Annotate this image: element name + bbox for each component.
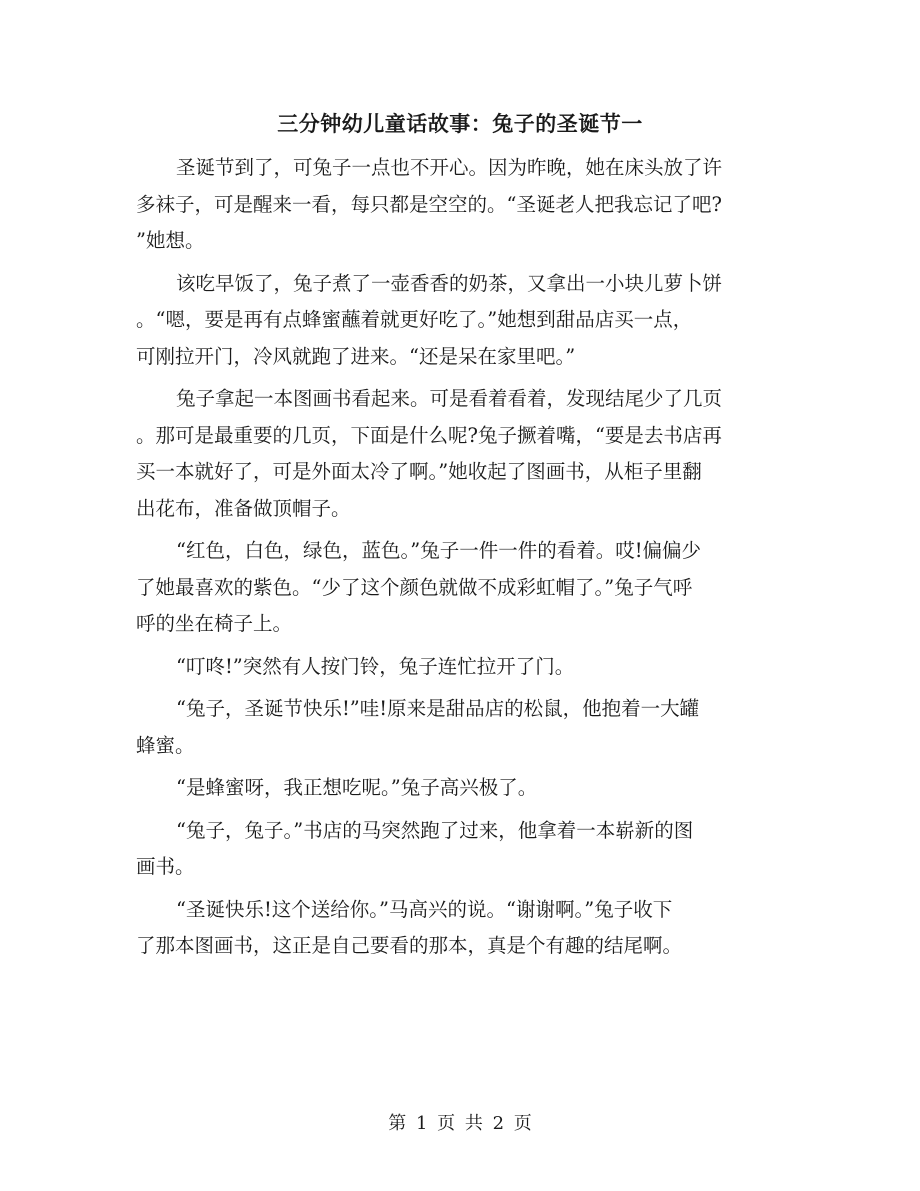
- text-line: 。“嗯，要是再有点蜂蜜蘸着就更好吃了。”她想到甜品店买一点，: [136, 308, 693, 331]
- text-line: 画书。: [136, 855, 195, 878]
- text-line: 圣诞节到了，可兔子一点也不开心。因为昨晚，她在床头放了许: [176, 156, 723, 179]
- paragraph-2: [136, 266, 786, 376]
- text-line: “叮咚!”突然有人按门铃，兔子连忙拉开了门。: [176, 654, 575, 678]
- text-line: 呼的坐在椅子上。: [136, 612, 293, 635]
- paragraph-3: [136, 381, 786, 527]
- paragraph-1: [136, 150, 786, 260]
- paragraph-5: [136, 649, 786, 686]
- text-line: 了她最喜欢的紫色。“少了这个颜色就做不成彩虹帽了。”兔子气呼: [136, 575, 693, 599]
- text-line: “兔子，兔子。”书店的马突然跑了过来，他拿着一本崭新的图: [176, 818, 694, 842]
- text-line: 蜂蜜。: [136, 733, 195, 757]
- text-line: 兔子拿起一本图画书看起来。可是看着看着，发现结尾少了几页: [176, 387, 723, 410]
- text-line: 出花布，准备做顶帽子。: [136, 496, 351, 520]
- text-line: 该吃早饭了，兔子煮了一壶香香的奶茶，又拿出一小块儿萝卜饼: [176, 271, 723, 295]
- paragraph-7: [136, 770, 786, 807]
- text-line: ”她想。: [136, 229, 205, 252]
- paragraph-9: [136, 892, 786, 965]
- text-line: “红色，白色，绿色，蓝色。”兔子一件一件的看着。哎!偏偏少: [176, 539, 702, 562]
- text-line: 多袜子，可是醒来一看，每只都是空空的。“圣诞老人把我忘记了吧?: [136, 192, 722, 216]
- text-line: 买一本就好了，可是外面太冷了啊。”她收起了图画书，从柜子里翻: [136, 460, 702, 483]
- paragraph-6: [136, 691, 786, 764]
- text-line: 可刚拉开门，冷风就跑了进来。“还是呆在家里吧。”: [136, 344, 576, 368]
- text-line: “圣诞快乐!这个送给你。”马高兴的说。“谢谢啊。”兔子收下: [176, 897, 673, 921]
- paragraph-4: [136, 533, 786, 643]
- text-line: “是蜂蜜呀，我正想吃呢。”兔子高兴极了。: [176, 776, 538, 799]
- story-body: [136, 150, 786, 971]
- paragraph-8: [136, 813, 786, 886]
- document-title: 三分钟幼儿童话故事：兔子的圣诞节一: [277, 111, 643, 136]
- text-line: “兔子，圣诞节快乐!”哇!原来是甜品店的松鼠，他抱着一大罐: [176, 697, 700, 720]
- text-line: 。那可是最重要的几页，下面是什么呢?兔子撅着嘴，“要是去书店再: [136, 423, 722, 447]
- page-footer: 第 1 页 共 2 页: [388, 1113, 532, 1134]
- text-line: 了那本图画书，这正是自己要看的那本，真是个有趣的结尾啊。: [136, 934, 683, 957]
